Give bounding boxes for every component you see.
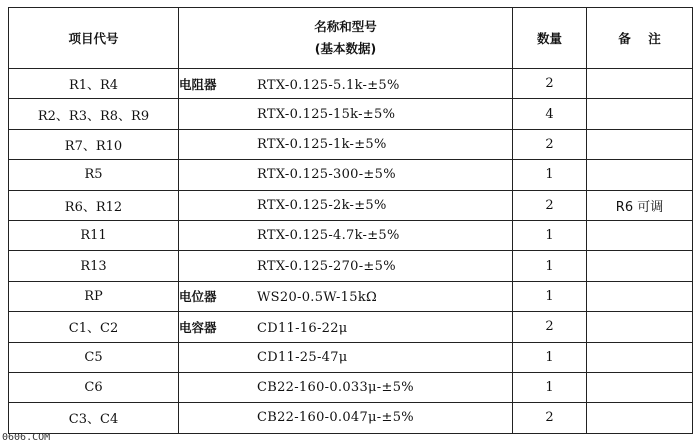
table-row [9, 312, 693, 342]
cell-note [587, 372, 693, 402]
cell-code: RP [9, 281, 179, 311]
cell-spec: CD11-25-47μ [257, 349, 348, 365]
cell-note [587, 403, 693, 433]
cell-note [587, 281, 693, 311]
cell-qty: 2 [513, 190, 587, 220]
cell-code: R7、R10 [9, 129, 179, 159]
table-row [9, 342, 693, 372]
cell-note: R6 可调 [587, 190, 693, 220]
table-row [9, 129, 693, 159]
table-row [9, 403, 693, 433]
table-row [9, 160, 693, 190]
cell-spec: CD11-16-22μ [257, 320, 348, 336]
cell-note [587, 342, 693, 372]
table-row [9, 99, 693, 129]
cell-name [179, 129, 513, 159]
cell-code: R1、R4 [9, 69, 179, 99]
cell-code: C6 [9, 372, 179, 402]
cell-qty: 2 [513, 129, 587, 159]
cell-name [179, 312, 513, 342]
cell-spec: WS20-0.5W-15kΩ [257, 290, 378, 306]
cell-spec: RTX-0.125-5.1k-±5% [257, 77, 400, 93]
table-row [9, 220, 693, 250]
header-name-line2: (基本数据) [314, 41, 377, 56]
cell-note [587, 251, 693, 281]
cell-name [179, 69, 513, 99]
header-name [179, 8, 513, 69]
cell-qty: 1 [513, 220, 587, 250]
cell-name [179, 372, 513, 402]
cell-spec: RTX-0.125-15k-±5% [257, 106, 396, 122]
cell-qty: 1 [513, 372, 587, 402]
table-row [9, 372, 693, 402]
cell-code: C5 [9, 342, 179, 372]
cell-qty: 1 [513, 251, 587, 281]
cell-name [179, 220, 513, 250]
cell-name [179, 160, 513, 190]
cell-note [587, 99, 693, 129]
cell-type: 电位器 [179, 289, 217, 305]
cell-spec: RTX-0.125-4.7k-±5% [257, 228, 400, 244]
header-note: 备 注 [587, 8, 693, 69]
header-name-line1: 名称和型号 [314, 19, 377, 34]
cell-note [587, 312, 693, 342]
cell-name [179, 281, 513, 311]
cell-note [587, 160, 693, 190]
cell-code: R2、R3、R8、R9 [9, 99, 179, 129]
cell-qty: 2 [513, 403, 587, 433]
header-code: 项目代号 [9, 8, 179, 69]
cell-qty: 4 [513, 99, 587, 129]
table-row [9, 251, 693, 281]
cell-note [587, 220, 693, 250]
cell-spec: RTX-0.125-270-±5% [257, 258, 396, 274]
cell-code: C1、C2 [9, 312, 179, 342]
cell-type: 电容器 [179, 319, 217, 335]
cell-code: R11 [9, 220, 179, 250]
cell-name [179, 190, 513, 220]
cell-name [179, 99, 513, 129]
cell-code: C3、C4 [9, 403, 179, 433]
cell-qty: 1 [513, 160, 587, 190]
cell-note [587, 129, 693, 159]
cell-code: R13 [9, 251, 179, 281]
cell-qty: 2 [513, 69, 587, 99]
cell-spec: CB22-160-0.047μ-±5% [257, 410, 414, 426]
cell-name [179, 342, 513, 372]
table-row [9, 281, 693, 311]
cell-name [179, 403, 513, 433]
table-row [9, 69, 693, 99]
cell-code: R6、R12 [9, 190, 179, 220]
header-qty: 数量 [513, 8, 587, 69]
cell-name [179, 251, 513, 281]
cell-qty: 1 [513, 342, 587, 372]
component-table [8, 7, 693, 434]
cell-qty: 1 [513, 281, 587, 311]
cell-qty: 2 [513, 312, 587, 342]
cell-spec: RTX-0.125-2k-±5% [257, 197, 387, 213]
cell-type: 电阻器 [179, 76, 217, 92]
watermark: 0606.COM [2, 432, 51, 443]
cell-code: R5 [9, 160, 179, 190]
cell-note [587, 69, 693, 99]
table-row [9, 190, 693, 220]
cell-spec: CB22-160-0.033μ-±5% [257, 380, 414, 396]
table-header-row [9, 8, 693, 69]
cell-spec: RTX-0.125-300-±5% [257, 167, 396, 183]
cell-spec: RTX-0.125-1k-±5% [257, 136, 387, 152]
